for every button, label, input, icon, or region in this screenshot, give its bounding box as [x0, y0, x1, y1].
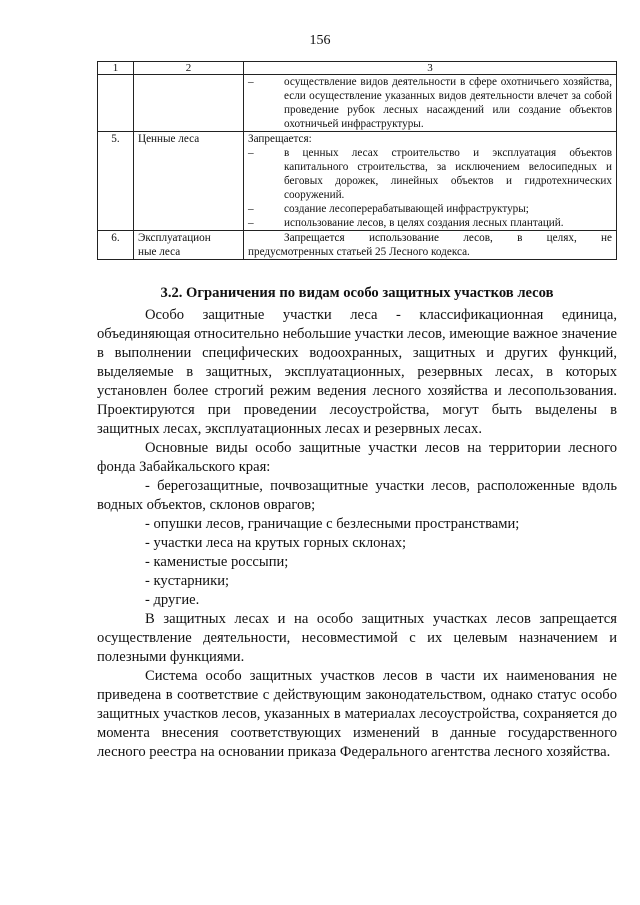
list-item: [248, 146, 612, 202]
list-item: - другие.: [145, 592, 200, 608]
list-item: [248, 216, 612, 230]
paragraph: Основные виды особо защитные участки лесов на территории лесного фонда Забайкальского края:: [97, 440, 617, 475]
list-item: [248, 202, 612, 216]
list-item: - опушки лесов, граничащие с безлесными пространствами;: [145, 516, 520, 532]
list-item-text: использование лесов, в целях создания лесных плантаций.: [284, 217, 564, 229]
row-name: [134, 231, 244, 260]
paragraph: В защитных лесах и на особо защитных участках лесов запрещается осуществление деятельности, несовместимой с их целевым назначением и полезными функциями.: [97, 611, 617, 665]
section-title: 3.2. Ограничения по видам особо защитных участков лесов: [160, 285, 554, 301]
dash-marker: –: [248, 76, 254, 88]
table-row: [98, 231, 617, 260]
list-item: [248, 75, 612, 131]
row-content: [244, 132, 617, 231]
table-row: [98, 75, 617, 132]
section-body: [97, 284, 617, 762]
row-text-line: Запрещается использование лесов, в целях, не: [284, 232, 612, 244]
table-row: [98, 132, 617, 231]
list-item: - берегозащитные, почвозащитные участки лесов, расположенные вдоль водных объектов, склонов оврагов;: [97, 478, 617, 513]
dash-marker: –: [248, 217, 254, 229]
header-cell: 1: [98, 62, 134, 75]
row-intro: Запрещается:: [248, 133, 312, 145]
row-content: [244, 75, 617, 132]
row-name: Ценные леса: [134, 132, 244, 231]
page-number: 156: [309, 33, 331, 48]
paragraph: Система особо защитных участков лесов в части их наименования не приведена в соответствие с действующим законодательством, однако статус особо защитных участков лесов, указанных в материалах лесоустройства, сохраняется до момента внесения соответствующих изменений в данные государственного лесного реестра на основании приказа Федерального агентства лесного хозяйства.: [97, 668, 617, 760]
list-item: - участки леса на крутых горных склонах;: [145, 535, 407, 551]
dash-marker: –: [248, 203, 254, 215]
header-cell: 2: [134, 62, 244, 75]
row-name-line: ные леса: [138, 246, 181, 258]
list-item-text: в ценных лесах строительство и эксплуатация объектов капитального строительства, за исключением велосипедных и беговых дорожек, линейных объектов и гидротехнических сооружений.: [284, 147, 612, 201]
list-item-text: осуществление видов деятельности в сфере охотничьего хозяйства, если осуществление указанных видов деятельности влечет за собой проведение рубок лесных насаждений или создание объектов охотничьей инфраструктуры.: [284, 76, 612, 130]
row-number: 5.: [98, 132, 134, 231]
list-item-text: создание лесоперерабатывающей инфраструктуры;: [284, 203, 529, 215]
dash-marker: –: [248, 147, 254, 159]
list-item: - кустарники;: [145, 573, 230, 589]
row-name-line: Эксплуатацион: [138, 232, 211, 244]
row-content: [244, 231, 617, 260]
header-cell: 3: [244, 62, 617, 75]
restrictions-table: [97, 61, 617, 260]
table-header-row: [98, 62, 617, 75]
paragraph: Особо защитные участки леса - классификационная единица, объединяющая относительно небольшие участки лесов, имеющие важное значение в выполнении специфических водоохранных, защитных и других функций, выделяемые в защитных, эксплуатационных, резервных лесах, в которых установлен более строгий режим ведения лесного хозяйства и лесопользования. Проектируются при проведении лесоустройства, могут быть выделены в защитных лесах, эксплуатационных лесах и резервных лесах.: [97, 307, 617, 437]
row-number: 6.: [98, 231, 134, 260]
row-number: [98, 75, 134, 132]
list-item: - каменистые россыпи;: [145, 554, 289, 570]
row-text-line: предусмотренных статьей 25 Лесного кодекса.: [248, 246, 470, 258]
row-name: [134, 75, 244, 132]
